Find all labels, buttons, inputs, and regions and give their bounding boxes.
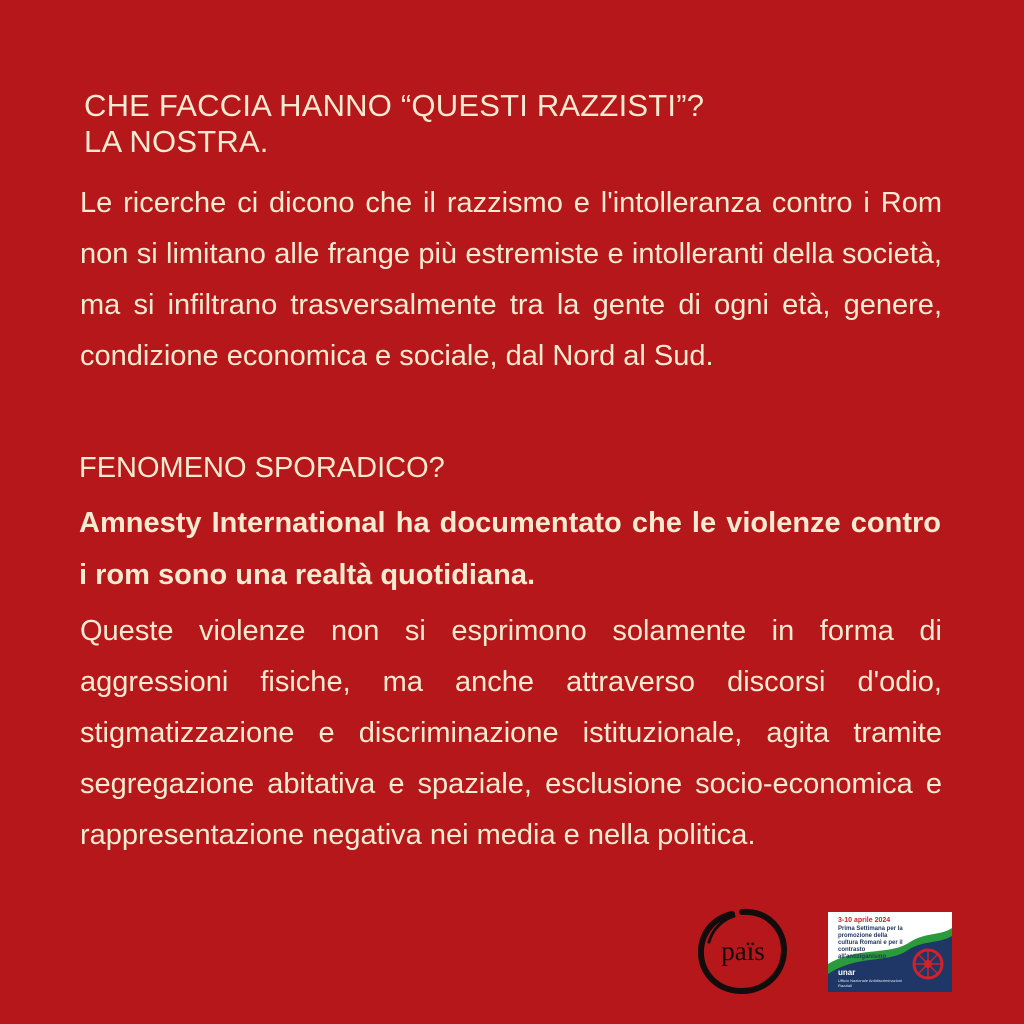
week-dates: 3-10 aprile 2024 — [838, 917, 891, 924]
paragraph-research: Le ricerche ci dicono che il razzismo e l'intolleranza contro i Rom non si limitano alle frange più estremiste e intolleranti della società, ma si infiltrano trasversalmente tra la gente di ogni età, genere, condizione economica e sociale, dal Nord al Sud. — [80, 187, 942, 372]
unar-subtitle: Ufficio Nazionale Antidiscriminazioni Razziali — [838, 978, 902, 988]
pais-ring-icon — [694, 906, 790, 996]
heading-line-1: CHE FACCIA HANNO “QUESTI RAZZISTI”? — [84, 88, 705, 123]
week-title: Prima Settimana per la promozione della cultura Romanì e per il contrasto all'antiziganismo — [838, 926, 903, 960]
heading-razzisti — [84, 88, 704, 160]
pais-logo-text: païs — [721, 936, 765, 966]
bold-statement: Amnesty International ha documentato che le violenze contro i rom sono una realtà quotidiana. — [79, 507, 941, 591]
heading-line-2: LA NOSTRA. — [84, 124, 269, 159]
unar-label: unar — [838, 968, 856, 977]
settimana-romani-logo — [828, 912, 952, 992]
heading-fenomeno: FENOMENO SPORADICO? — [79, 452, 445, 484]
pais-logo — [694, 906, 790, 996]
paragraph-violence: Queste violenze non si esprimono solamente in forma di aggressioni fisiche, ma anche attraverso discorsi d'odio, stigmatizzazione e discriminazione istituzionale, agita tramite segregazione abitativa e spaziale, esclusione socio-economica e rappresentazione negativa nei media e nella politica. — [80, 615, 942, 851]
